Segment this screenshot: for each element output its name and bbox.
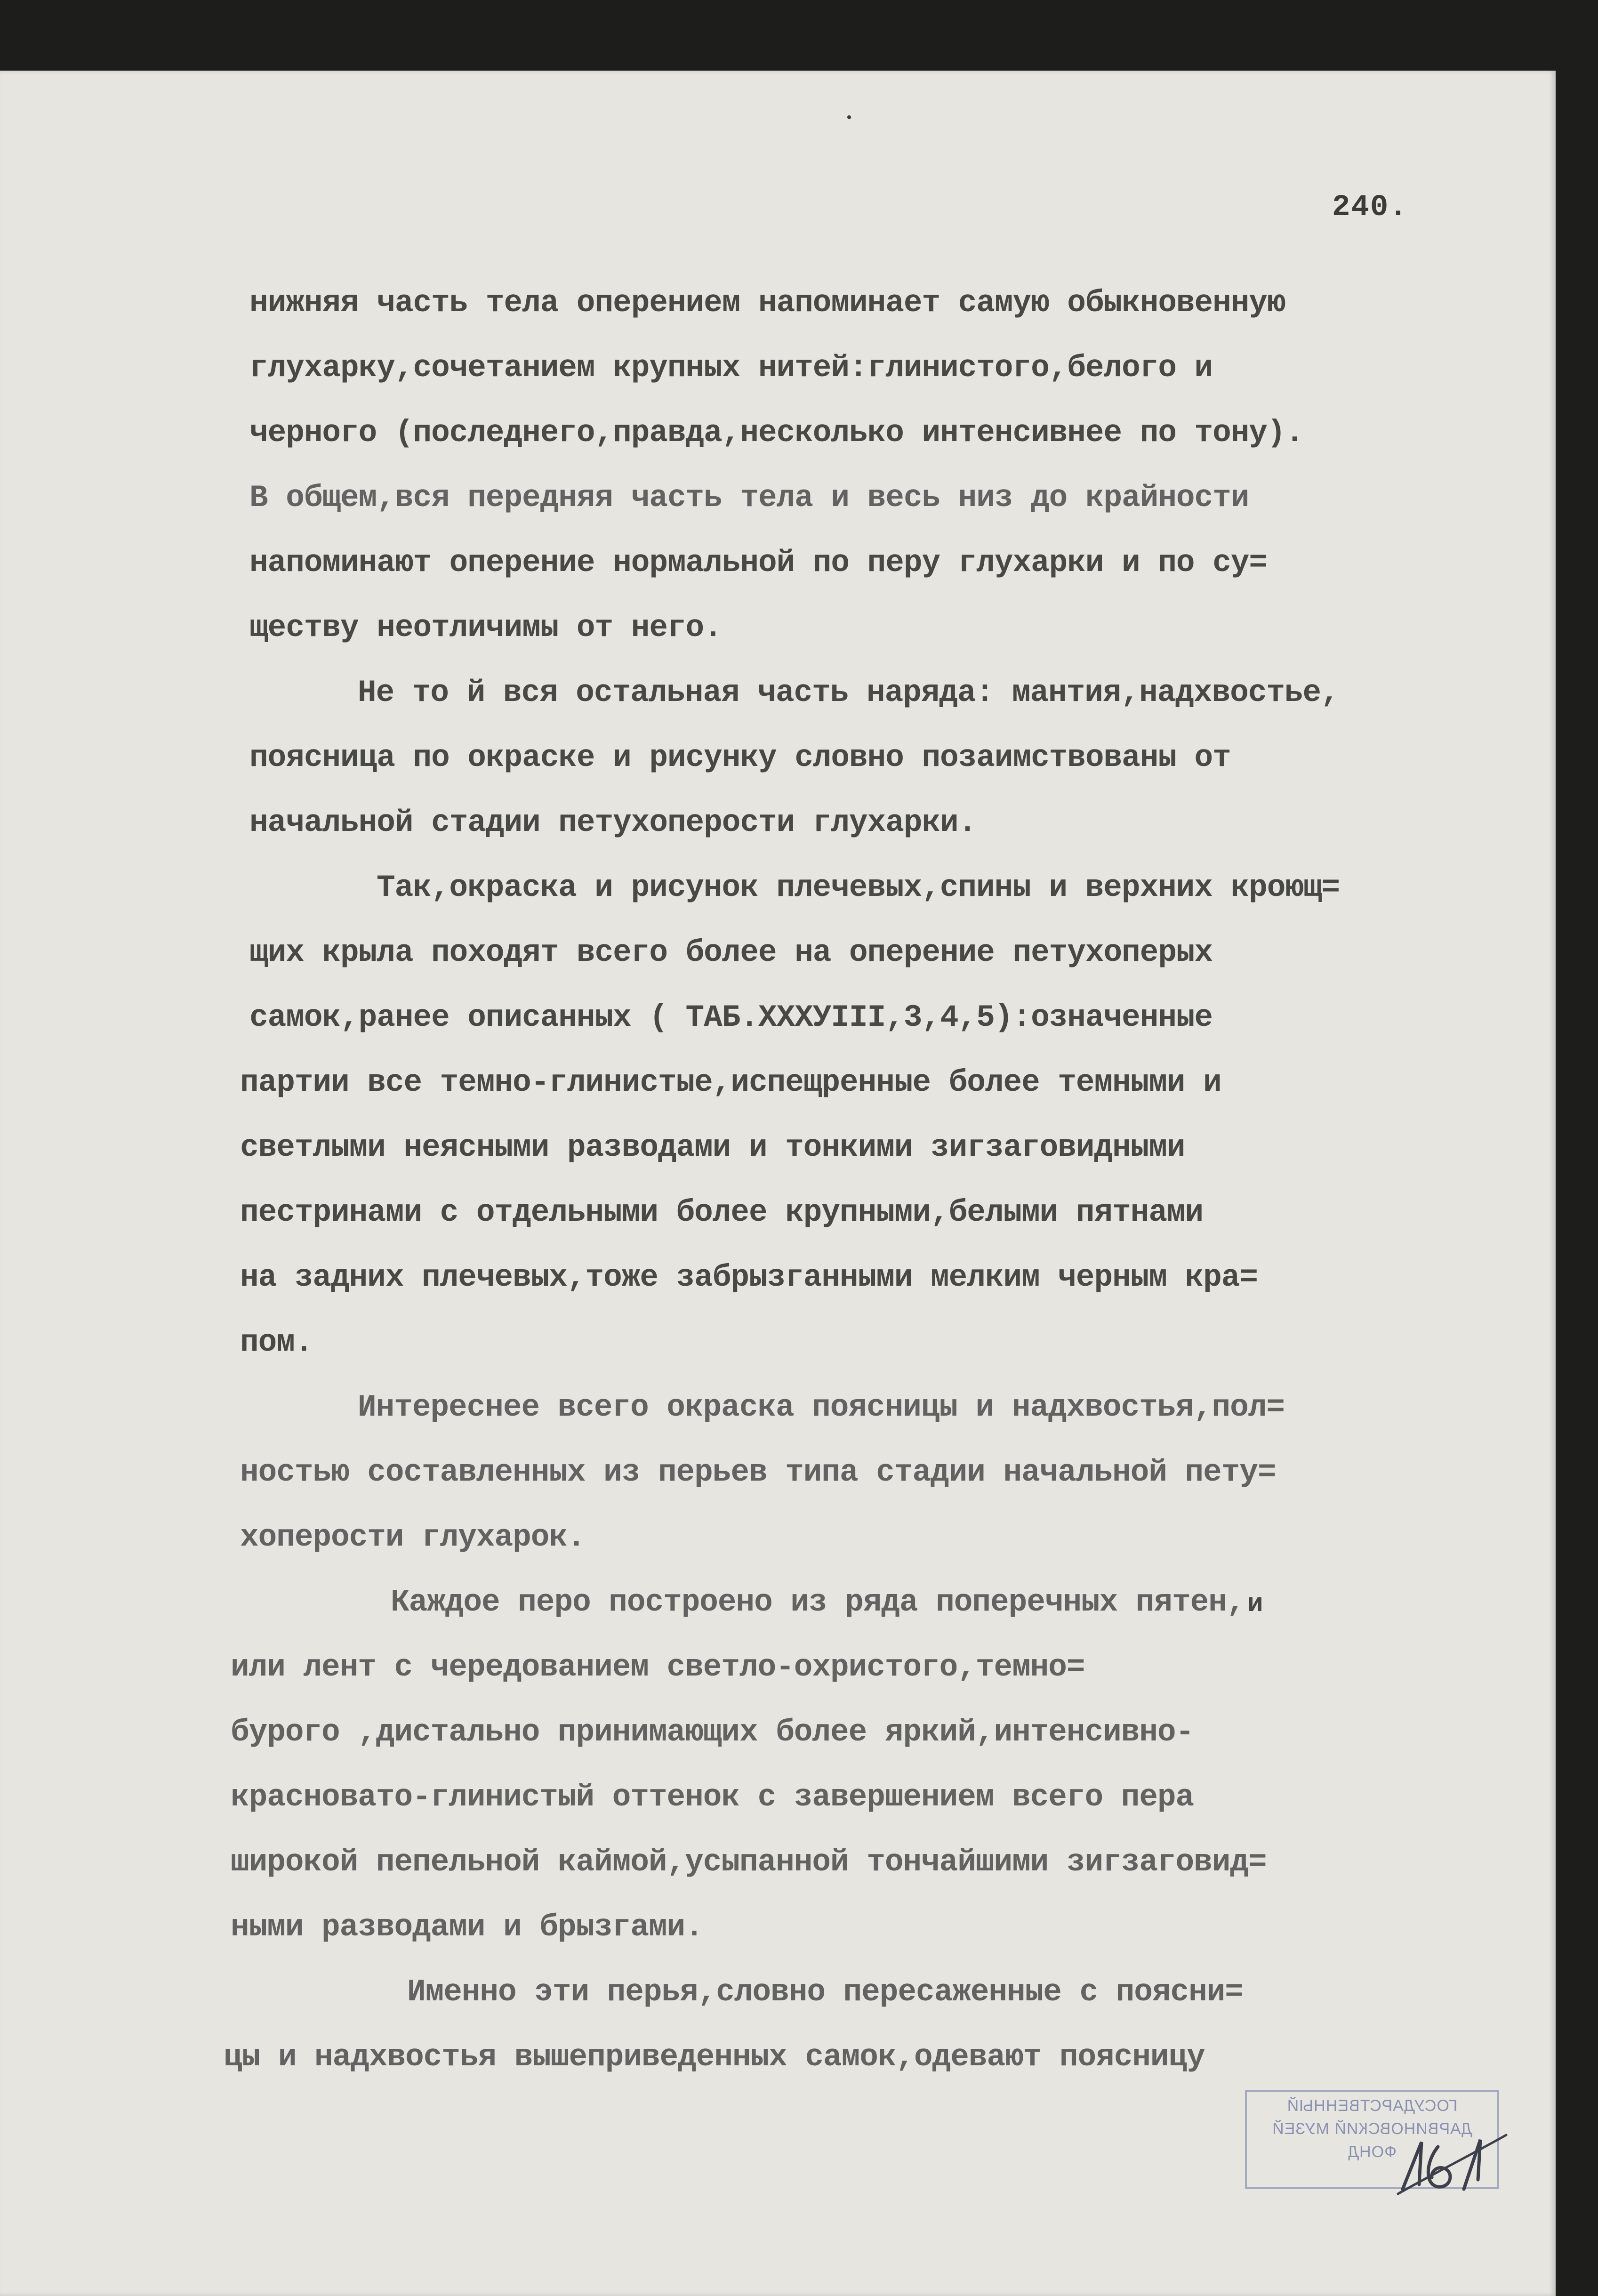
text-line: черного (последнего,правда,несколько интенсивнее по тону).: [249, 415, 1304, 451]
text-line: бурого ,дистально принимающих более яркий,интенсивно-: [231, 1715, 1194, 1750]
typewritten-text: [224, 271, 1520, 2090]
stamp-line: ФОНД: [1348, 2143, 1397, 2161]
text-line: Каждое перо построено из ряда поперечных пятен,: [391, 1585, 1245, 1620]
text-line: или лент с чередованием светло-охристого,темно=: [231, 1650, 1085, 1685]
handwritten-insert-mark: и: [1247, 1589, 1263, 1619]
text-line: светлыми неясными разводами и тонкими зигзаговидными: [240, 1130, 1185, 1165]
text-line: хоперости глухарок.: [240, 1520, 586, 1555]
text-line: пестринами с отдельными более крупными,белыми пятнами: [240, 1195, 1204, 1230]
text-line: пом.: [240, 1325, 313, 1360]
text-line: Интереснее всего окраска поясницы и надхвостья,пол=: [358, 1390, 1285, 1425]
text-line: Именно эти перья,словно пересаженные с поясни=: [407, 1974, 1243, 2010]
text-line: В общем,вся передняя часть тела и весь низ до крайности: [249, 480, 1249, 516]
stamp-line: ДАРВИНОВСКИЙ МУЗЕЙ: [1272, 2120, 1472, 2138]
text-line: Так,окраска и рисунок плечевых,спины и верхних кроющ=: [377, 870, 1340, 905]
text-line: глухарку,сочетанием крупных нитей:глинистого,белого и: [249, 350, 1213, 386]
page-number: 240.: [1332, 191, 1408, 225]
stamp-line: ГОСУДАРСТВЕННЫЙ: [1286, 2097, 1458, 2115]
text-line: напоминают оперение нормальной по перу глухарки и по су=: [249, 545, 1267, 580]
text-line: нижняя часть тела оперением напоминает самую обыкновенную: [249, 285, 1285, 321]
text-line: широкой пепельной каймой,усыпанной тончайшими зигзаговид=: [231, 1845, 1267, 1880]
text-line: начальной стадии петухоперости глухарки.: [249, 805, 977, 840]
text-line: ностью составленных из перьев типа стадии начальной пету=: [240, 1455, 1276, 1490]
text-line: на задних плечевых,тоже забрызганными мелким черным кра=: [240, 1260, 1258, 1295]
handwritten-folio-number: [1393, 2128, 1511, 2199]
text-line: ществу неотличимы от него.: [249, 610, 722, 645]
ink-speck: [847, 115, 851, 119]
text-line: самок,ранее описанных ( ТАБ.XXXУIII,3,4,5):означенные: [249, 1000, 1213, 1035]
text-line: красновато-глинистый оттенок с завершением всего пера: [231, 1780, 1194, 1815]
text-line: поясница по окраске и рисунку словно позаимствованы от: [249, 740, 1231, 775]
text-line: Не то й вся остальная часть наряда: мантия,надхвостье,: [358, 675, 1339, 710]
text-line: цы и надхвостья вышеприведенных самок,одевают поясницу: [224, 2039, 1205, 2075]
text-line: ными разводами и брызгами.: [231, 1909, 703, 1945]
text-line: щих крыла походят всего более на оперение петухоперых: [249, 935, 1213, 970]
text-line: партии все темно-глинистые,испещренные более темными и: [240, 1065, 1221, 1100]
